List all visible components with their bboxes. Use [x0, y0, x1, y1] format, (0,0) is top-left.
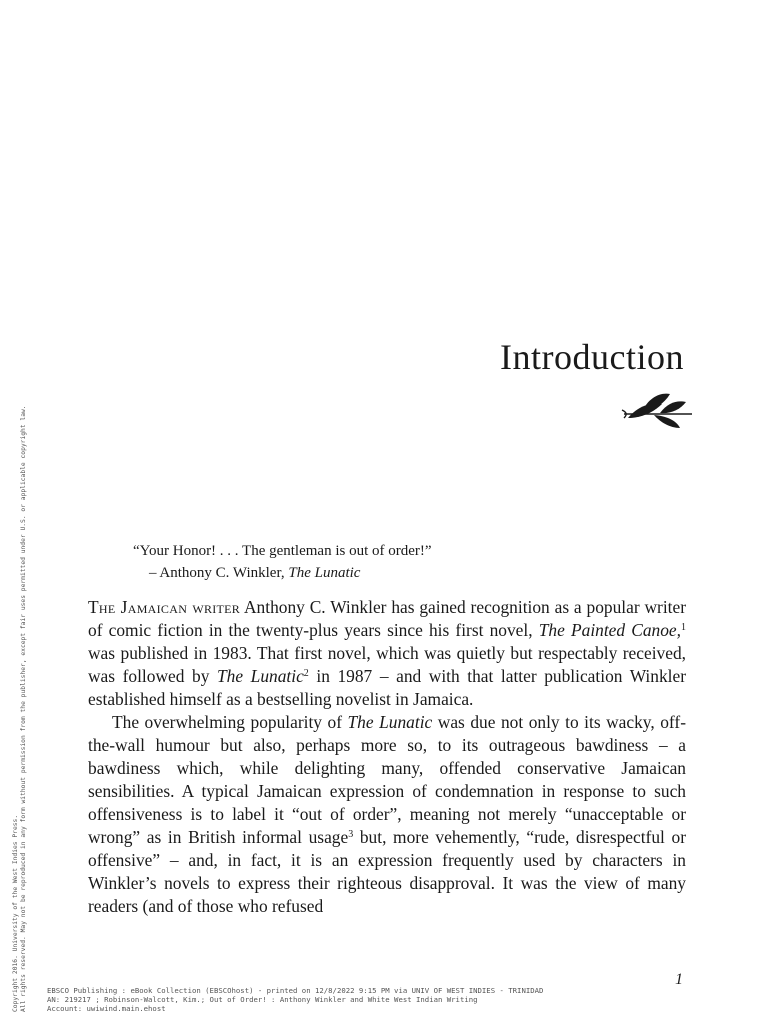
epigraph-quote: “Your Honor! . . . The gentleman is out of order!” — [133, 543, 432, 559]
epigraph — [133, 540, 432, 584]
epigraph-attribution-author: – Anthony C. Winkler, — [149, 565, 289, 581]
epigraph-attribution-work: The Lunatic — [288, 565, 361, 581]
paragraph-2-text-3: but, more vehemently, “rude, disrespectful or offensive” – and, in fact, it is an expression frequently used by characters in Winkler’s novels to express their righteous disapproval. It was the view of many readers (and of those who refused — [88, 827, 687, 916]
ebsco-footer-line-1: EBSCO Publishing : eBook Collection (EBSCOhost) - printed on 12/8/2022 9:15 PM via UNIV OF WEST INDIES - TRINIDAD — [47, 986, 544, 995]
epigraph-attribution — [133, 562, 432, 584]
paragraph-1-lead-in: The Jamaican writer — [88, 597, 241, 617]
side-copyright-line-2: All rights reserved. May not be reproduced in any form without permission from the publisher, except fair uses permitted under U.S. or applicable copyright law. — [20, 405, 27, 1012]
body-text — [88, 596, 686, 918]
paragraph-2 — [88, 711, 686, 918]
footnote-ref-2[interactable]: 2 — [303, 668, 309, 679]
chapter-title: Introduction — [500, 337, 684, 377]
ebsco-footer — [47, 986, 543, 1013]
side-copyright-line-1: Copyright 2016. University of the West Indies Press. — [12, 814, 19, 1012]
paragraph-1-text-3: in 1987 – and with that latter publication Winkler established himself as a bestselling novelist in Jamaica. — [88, 666, 686, 709]
leaf-sprig-icon — [620, 388, 694, 432]
paragraph-1-text-1: Anthony C. Winkler has gained recognition as a popular writer of comic fiction in the twenty-plus years since his first novel, — [88, 597, 686, 640]
paragraph-1 — [88, 596, 686, 711]
paragraph-1-title-lunatic: The Lunatic — [216, 666, 304, 686]
paragraph-2-text-2: was due not only to its wacky, off-the-wall humour but also, perhaps more so, to its outrageous bawdiness – a bawdiness which, while delighting many, offended conservative Jamaican sensibilities. A typical Jamaican expression of condemnation in response to such offensiveness is to label it “out of order”, meaning not merely “unacceptable or wrong” as in British informal usage — [88, 712, 686, 847]
page-number: 1 — [675, 971, 683, 988]
paragraph-2-title-lunatic: The Lunatic — [347, 712, 433, 732]
paragraph-1-text-2: was published in 1983. That first novel, which was quietly but respectably received, was followed by — [88, 643, 686, 686]
paragraph-2-text-1: The overwhelming popularity of — [112, 712, 348, 732]
footnote-ref-3[interactable]: 3 — [348, 829, 354, 840]
ebsco-footer-line-3: Account: uwiwind.main.ehost — [47, 1004, 166, 1013]
side-copyright-notice — [12, 405, 28, 1012]
paragraph-1-title-painted-canoe: The Painted Canoe, — [538, 620, 681, 640]
ebsco-footer-line-2: AN: 219217 ; Robinson-Walcott, Kim.; Out of Order! : Anthony Winkler and White West Indian Writing — [47, 995, 478, 1004]
footnote-ref-1[interactable]: 1 — [681, 622, 686, 633]
